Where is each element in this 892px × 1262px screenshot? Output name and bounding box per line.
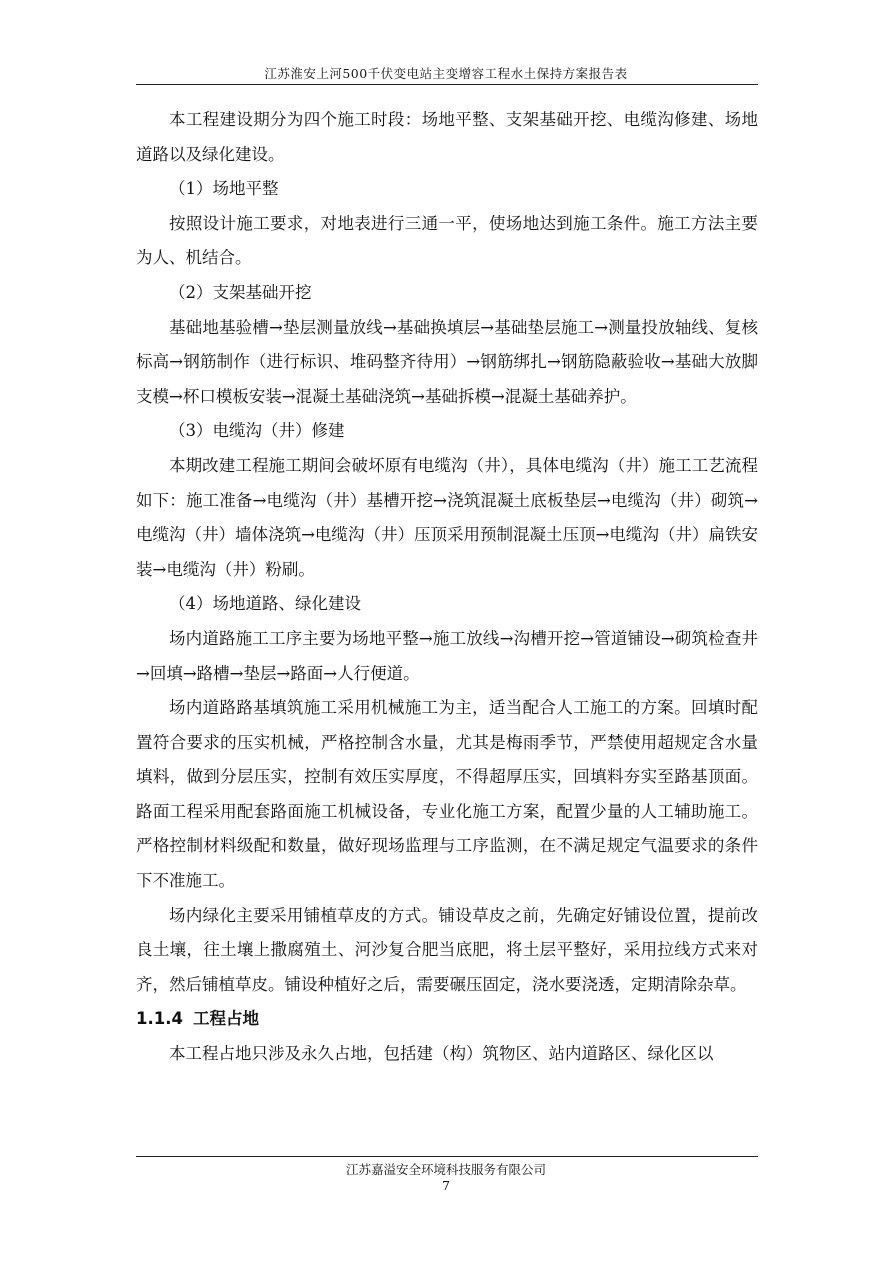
section-1-title: （1）场地平整 xyxy=(169,179,279,199)
section-4-text-roadbed: 场内道路路基填筑施工采用机械施工为主，适当配合人工施工的方案。回填时配置符合要求的压实机械，严格控制含水量，尤其是梅雨季节，严禁使用超规定含水量填料，做到分层压实，控制有效压实厚度，不得超厚压实，回填料夯实至路基顶面。路面工程采用配套路面施工机械设备，专业化施工方案，配置少量的人工辅助施工。严格控制材料级配和数量，做好现场监理与工序监测，在不满足规定气温要求的条件下不准施工。 xyxy=(136,698,758,891)
section-4-text-greening: 场内绿化主要采用铺植草皮的方式。铺设草皮之前，先确定好铺设位置，提前改良土壤，往土壤上撒腐殖土、河沙复合肥当底肥，将土层平整好，采用拉线方式来对齐，然后铺植草皮。铺设种植好之后，需要碾压固定，浇水要浇透，定期清除杂草。 xyxy=(136,905,758,994)
footer-rule xyxy=(136,1156,758,1157)
section-2-title: （2）支架基础开挖 xyxy=(169,282,312,302)
section-3-text: 本期改建工程施工期间会破坏原有电缆沟（井），具体电缆沟（井）施工工艺流程如下：施工准备→电缆沟（井）基槽开挖→浇筑混凝土底板垫层→电缆沟（井）砌筑→电缆沟（井）墙体浇筑→电缆沟（井）压顶采用预制混凝土压顶→电缆沟（井）扁铁安装→电缆沟（井）粉刷。 xyxy=(136,455,758,579)
header-rule xyxy=(136,84,758,85)
section-4-title: （4）场地道路、绿化建设 xyxy=(169,594,361,614)
intro-paragraph: 本工程建设期分为四个施工时段：场地平整、支架基础开挖、电缆沟修建、场地道路以及绿化建设。 xyxy=(136,110,758,164)
subsection-heading xyxy=(136,1002,758,1037)
section-4-text-roads-process: 场内道路施工工序主要为场地平整→施工放线→沟槽开挖→管道铺设→砌筑检查井→回填→路槽→垫层→路面→人行便道。 xyxy=(136,628,758,683)
subsection-number: 1.1.4 xyxy=(136,1009,183,1029)
subsection-title: 工程占地 xyxy=(192,1009,259,1029)
page-number: 7 xyxy=(442,1178,450,1193)
section-1-text: 按照设计施工要求，对地表进行三通一平，使场地达到施工条件。施工方法主要为人、机结合。 xyxy=(136,213,758,268)
footer-company: 江苏嘉溢安全环境科技服务有限公司 xyxy=(345,1162,546,1177)
document-body xyxy=(136,103,758,1072)
running-header: 江苏淮安上河500千伏变电站主变增容工程水土保持方案报告表 xyxy=(264,66,628,81)
land-occupation-paragraph: 本工程占地只涉及永久占地，包括建（构）筑物区、站内道路区、绿化区以 xyxy=(169,1044,714,1064)
section-2-text: 基础地基验槽→垫层测量放线→基础换填层→基础垫层施工→测量投放轴线、复核标高→钢筋制作（进行标识、堆码整齐待用）→钢筋绑扎→钢筋隐蔽验收→基础大放脚支模→杯口模板安装→混凝土基础浇筑→基础拆模→混凝土基础养护。 xyxy=(136,317,758,406)
section-3-title: （3）电缆沟（井）修建 xyxy=(169,421,345,441)
